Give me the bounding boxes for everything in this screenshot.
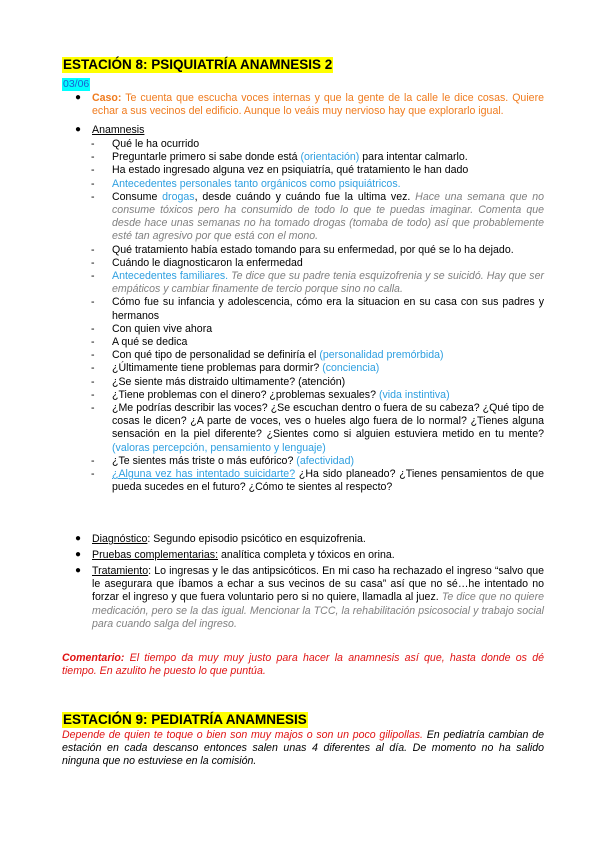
bullet-icon: ● [75, 533, 82, 544]
comentario-label: Comentario: [62, 652, 125, 664]
caso-bullet [75, 92, 544, 118]
list-item: - A qué se dedica [91, 336, 188, 349]
section9-intro [62, 729, 544, 769]
list-item: - ¿Me podrías describir las voces? ¿Se escuchan dentro o fuera de su cabeza? ¿Qué tipo de cosas le dicen? ¿A parte de voces, ves o hueles algo fuera de lo normal? ¿Tienes alguna sensación en la piel diferente? ¿Sientes como si alguien estuviera metido en tu mente? (valoras percepción, pensamiento y lenguaje) [91, 402, 544, 454]
anamnesis-label: Anamnesis [92, 124, 145, 136]
list-item: - Consume drogas, desde cuándo y cuándo fue la ultima vez. Hace una semana que no consume tóxicos pero ha consumido de todo lo que te puedas imaginar. Comenta que desde hace unas semanas no ha tomado drogas (tomaba de todo) así que probablemente esté tan agresivo por que está con el mono. [91, 190, 544, 243]
tratamiento-bullet [75, 565, 544, 631]
list-item: - Con quien vive ahora [91, 322, 213, 335]
diagnostico-label: Diagnóstico [92, 533, 148, 545]
tratamiento-text: : Lo ingresas y le das antipsicóticos. En mi caso ha rechazado el ingreso “salvo que le asegurara que íbamos a echar a sus vecinos de su casa” así que no sé…he intentado no forzar el ingreso y que fuera voluntario pero si no quiere, llamadla al juez. [92, 565, 544, 604]
comentario-text: El tiempo da muy muy justo para hacer la anamnesis así que, hasta donde os dé tiempo. En azulito he puesto lo que puntúa. [62, 652, 544, 678]
bullet-icon: ● [75, 92, 82, 103]
diagnostico-text: : Segundo episodio psicótico en esquizofrenia. [147, 533, 366, 545]
caso-label: Caso: [92, 92, 122, 104]
tratamiento-label: Tratamiento [92, 565, 149, 577]
list-item: - Preguntarle primero si sabe donde está (orientación) para intentar calmarlo. [91, 151, 468, 164]
caso-text: Te cuenta que escucha voces internas y que la gente de la calle le dice cosas. Quiere echar a sus vecinos del edificio. Aunque lo veáis muy nervioso hay que explorarlo igual. [92, 92, 544, 118]
section9-intro-dark: En pediatría cambian de estación en cada descanso entonces salen unas 4 diferentes al día. De momento no ha salido ninguna que no estuviese en la comisión. [62, 729, 544, 768]
list-item: - Con qué tipo de personalidad se definiría el (personalidad premórbida) [91, 349, 444, 362]
diagnostico-bullet [75, 533, 544, 546]
section8-date: 03/06 [63, 78, 90, 90]
anamnesis-bullet [75, 124, 544, 137]
section9-title: ESTACIÓN 9: PEDIATRÍA ANAMNESIS [63, 712, 307, 727]
bullet-icon: ● [75, 124, 82, 135]
list-item: - ¿Tiene problemas con el dinero? ¿problemas sexuales? (vida instintiva) [91, 388, 450, 401]
list-item: - ¿Se siente más distraido ultimamente? (atención) [91, 375, 346, 388]
pruebas-label: Pruebas complementarias: [92, 549, 219, 561]
list-item: - ¿Últimamente tiene problemas para dormir? (conciencia) [91, 362, 380, 375]
list-item: - Antecedentes familiares. Te dice que su padre tenia esquizofrenia y se suicidó. Hay que ser empáticos y cambiar finamente de tercio porque sino no calla. [91, 270, 544, 296]
pruebas-text: analítica completa y tóxicos en orina. [218, 549, 395, 561]
list-item: - Antecedentes personales tanto orgánicos como psiquiátricos. [91, 177, 401, 190]
list-item: - ¿Te sientes más triste o más eufórico? (afectividad) [91, 454, 354, 467]
list-item: - Qué le ha ocurrido [91, 138, 200, 150]
tratamiento-note: Te dice que no quiere medicación, pero se la das igual. Mencionar la TCC, la rehabilitación psicosocial y trabajo social para cuando salga del ingreso. [92, 591, 544, 630]
comentario [62, 652, 544, 678]
list-item: - Cómo fue su infancia y adolescencia, cómo era la situacion en su casa con sus padres y hermanos [91, 296, 544, 322]
section8-title: ESTACIÓN 8: PSIQUIATRÍA ANAMNESIS 2 [63, 57, 333, 72]
pruebas-bullet [75, 549, 544, 562]
bullet-icon: ● [75, 565, 82, 576]
section9-intro-red: Depende de quien te toque o bien son muy majos o son un poco gilipollas. [62, 729, 423, 741]
list-item: - Qué tratamiento había estado tomando para su enfermedad, por qué se lo ha dejado. [91, 243, 514, 256]
bullet-icon: ● [75, 549, 82, 560]
list-item: - ¿Alguna vez has intentado suicidarte? ¿Ha sido planeado? ¿Tienes pensamientos de que pueda sucedes en el futuro? ¿Cómo te sientes al respecto? [91, 468, 544, 494]
anamnesis-list [91, 138, 544, 494]
list-item: - Cuándo le diagnosticaron la enfermedad [91, 256, 303, 269]
list-item: - Ha estado ingresado alguna vez en psiquiatría, qué tratamiento le han dado [91, 164, 469, 177]
